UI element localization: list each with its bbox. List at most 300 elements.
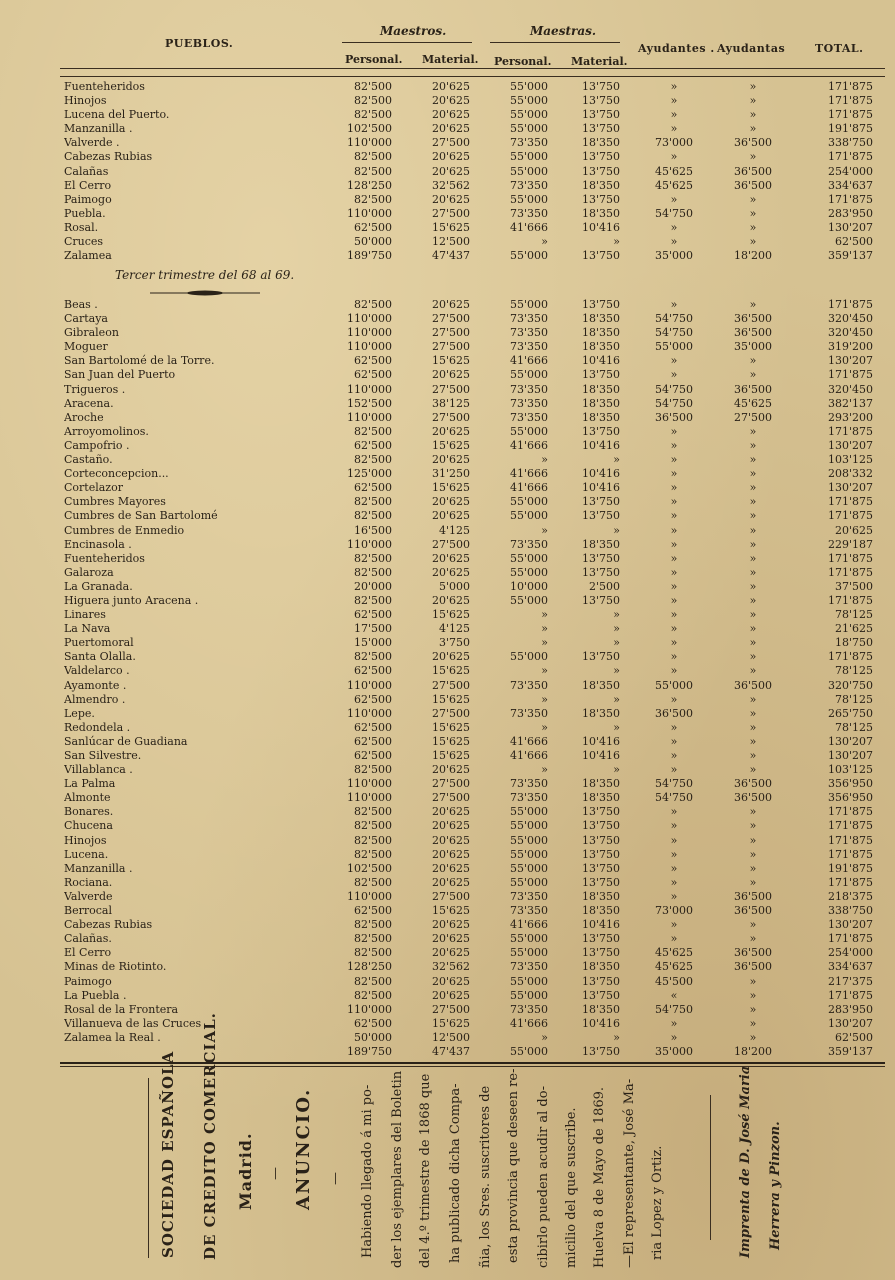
maestros-personal-cell: 110'000 [346,889,392,903]
maestros-personal-cell: 82'500 [353,847,392,861]
maestras-personal-cell: 73'350 [509,1002,548,1016]
town-name-cell: Hinojos [64,94,107,108]
maestras-material-cell: 18'350 [581,706,620,720]
maestras-personal-cell: 73'350 [509,178,548,192]
ayudantas-cell: 36'500 [733,960,773,974]
maestras-personal-cell: » [541,235,548,249]
maestras-personal-cell: 55'000 [509,108,548,122]
maestros-rule [342,42,472,43]
ayudantas-cell: » [749,122,757,136]
maestros-personal-cell: 62'500 [353,608,392,622]
town-name-cell: Redondela . [64,720,131,734]
maestras-personal-cell: 41'666 [509,749,548,762]
ayudantes-cell: 54'750 [654,312,694,326]
ayudantas-cell: 36'500 [733,312,773,326]
maestros-personal-cell: 110'000 [346,410,392,424]
total-cell: 62'500 [834,1030,873,1044]
maestras-personal-cell: » [541,692,548,706]
ayudantas-cell: » [749,220,757,234]
maestros-material-cell: 20'625 [431,847,470,861]
table-row [64,749,879,763]
announcement-dash-2: — [328,1172,343,1185]
maestras-personal-cell: 55'000 [509,565,548,579]
maestros-personal-cell: 152'500 [346,396,392,410]
maestras-personal-cell: 55'000 [509,861,548,875]
maestras-personal-cell: 73'350 [509,312,548,326]
maestras-personal-cell: 73'350 [509,410,548,424]
maestras-material-cell: 18'350 [581,206,620,220]
table-row [64,481,879,495]
ayudantes-cell: 54'750 [654,777,694,791]
town-name-cell: Arroyomolinos. [64,424,149,438]
ayudantas-cell: 36'500 [733,904,773,918]
ayudantes-cell: » [670,593,678,607]
table-row [64,207,879,221]
ayudantes-cell: 55'000 [654,340,694,354]
table-row [64,862,879,876]
maestros-personal-cell: 110'000 [346,136,392,150]
ayudantas-cell: » [749,523,757,537]
table-row [64,819,879,833]
total-cell: 171'875 [827,932,873,946]
ayudantas-cell: » [749,298,757,311]
announcement-dash-1: — [268,1167,283,1180]
maestras-personal-cell: 55'000 [509,150,548,164]
table-row [64,664,879,678]
table-row [64,221,879,235]
maestros-personal-cell: 82'500 [353,495,392,509]
ayudantes-cell: » [670,235,678,249]
maestros-personal-cell: 82'500 [353,650,392,664]
table-row [64,298,879,312]
ayudantas-cell: » [749,565,757,579]
total-cell: 191'875 [827,122,873,136]
table-row [64,1031,879,1045]
maestras-personal-cell: 55'000 [509,875,548,889]
town-name-cell: Encinasola . [64,537,132,551]
town-name-cell: Valverde . [64,136,120,150]
table-row [64,411,879,425]
announcement-line-6: esta provincia que deseen re- [506,1068,521,1263]
table-row [64,425,879,439]
ayudantas-cell: » [749,622,757,636]
maestras-material-cell: » [613,622,620,636]
ayudantas-cell: » [749,1002,757,1016]
header-pueblos: PUEBLOS. [165,37,234,50]
ornament-divider [150,290,260,296]
announcement-line-7: cibirlo pueden acudir al do- [536,1086,551,1268]
maestros-material-cell: 20'625 [431,875,470,889]
total-cell: 103'125 [827,453,873,467]
ayudantes-cell: » [670,220,678,234]
table-row [64,960,879,974]
maestras-material-cell: 13'750 [581,861,620,875]
table-row [64,453,879,467]
ayudantes-cell: 73'000 [654,904,694,918]
announcement-line-10: —El representante, José Ma- [622,1078,637,1268]
total-cell: 171'875 [827,80,873,93]
maestros-material-cell: 15'625 [431,608,470,622]
maestros-personal-cell: 110'000 [346,1002,392,1016]
maestros-material-cell: 20'625 [431,495,470,509]
table-row [64,397,879,411]
total-cell: 254'000 [827,946,873,960]
ayudantas-cell: » [749,749,757,762]
maestras-personal-cell: 41'666 [509,918,548,932]
total-cell: 171'875 [827,551,873,565]
ayudantas-cell: 36'500 [733,136,773,150]
ayudantes-cell: » [670,192,678,206]
ayudantes-cell: » [670,861,678,875]
total-cell: 21'625 [834,622,873,636]
ayudantas-cell: 18'200 [733,1044,773,1058]
maestros-material-cell: 20'625 [431,593,470,607]
ayudantes-cell: » [670,481,678,495]
table-bottom-rule [60,1062,885,1064]
town-name-cell: Hinojos [64,833,107,847]
town-name-cell: Gibraleon [64,326,119,340]
ayudantes-cell: » [670,833,678,847]
maestras-personal-cell: 73'350 [509,326,548,340]
total-cell: 265'750 [827,706,873,720]
town-name-cell: Manzanilla . [64,122,133,136]
total-cell: 171'875 [827,847,873,861]
announcement-line-5: ñia, los Sres. suscritores de [478,1085,493,1268]
maestras-personal-cell: 55'000 [509,974,548,988]
table-row [64,150,879,164]
ayudantes-cell: 35'000 [654,249,694,263]
maestras-personal-cell: 55'000 [509,298,548,311]
announcement-right-rule [710,1095,711,1240]
maestros-personal-cell: 110'000 [346,340,392,354]
maestros-personal-cell: 102'500 [346,122,392,136]
maestros-personal-cell: 82'500 [353,192,392,206]
maestras-material-cell: 13'750 [581,805,620,819]
ayudantas-cell: » [749,424,757,438]
maestras-personal-cell: 73'350 [509,396,548,410]
table-row [64,707,879,721]
town-name-cell: La Palma [64,777,116,791]
maestros-material-cell: 15'625 [431,664,470,678]
maestras-personal-cell: 41'666 [509,467,548,481]
total-cell: 171'875 [827,593,873,607]
maestras-personal-cell: » [541,664,548,678]
table-row [64,946,879,960]
table-row [64,495,879,509]
maestros-material-cell: 27'500 [431,206,470,220]
maestras-material-cell: 13'750 [581,988,620,1002]
maestros-personal-cell: 62'500 [353,734,392,748]
table-row [64,693,879,707]
town-name-cell: La Nava [64,622,111,636]
maestras-personal-cell: 55'000 [509,509,548,523]
maestras-material-cell: 13'750 [581,298,620,311]
ayudantas-cell: » [749,805,757,819]
ayudantas-cell: 36'500 [733,889,773,903]
maestras-material-cell: 13'750 [581,192,620,206]
ayudantas-cell: » [749,974,757,988]
table-row [64,904,879,918]
maestros-material-cell: 27'500 [431,889,470,903]
maestras-personal-cell: 55'000 [509,551,548,565]
maestros-material-cell: 20'625 [431,918,470,932]
total-cell: 283'950 [827,1002,873,1016]
maestras-material-cell: 13'750 [581,164,620,178]
maestras-personal-cell: 55'000 [509,847,548,861]
maestras-material-cell: 13'750 [581,108,620,122]
maestros-personal-cell: 110'000 [346,678,392,692]
ayudantes-cell: 45'625 [654,946,694,960]
maestras-material-cell: 18'350 [581,960,620,974]
ayudantas-cell: » [749,467,757,481]
maestras-material-cell: 18'350 [581,904,620,918]
ayudantes-cell: » [670,108,678,122]
town-name-cell: Cumbres de Enmedio [64,523,185,537]
town-name-cell: El Cerro [64,178,112,192]
maestras-material-cell: 10'416 [581,467,620,481]
town-name-cell: Castaño. [64,453,113,467]
total-cell: 130'207 [827,438,873,452]
table-row [64,636,879,650]
maestras-personal-cell: 41'666 [509,481,548,495]
ayudantas-cell: 45'625 [733,396,773,410]
maestras-material-cell: 18'350 [581,777,620,791]
total-cell: 217'375 [827,974,873,988]
ayudantes-cell: » [670,495,678,509]
printer-line-2: Herrera y Pinzon. [768,1121,783,1250]
ayudantas-cell: » [749,833,757,847]
maestras-material-cell: 18'350 [581,537,620,551]
maestras-personal-cell: 55'000 [509,94,548,108]
ayudantas-cell: » [749,692,757,706]
maestros-personal-cell: 82'500 [353,918,392,932]
header-personal-maestros: Personal. [345,53,403,66]
ayudantes-cell: 45'625 [654,960,694,974]
ayudantas-cell: » [749,206,757,220]
maestros-material-cell: 20'625 [431,833,470,847]
table-row [64,439,879,453]
total-cell: 171'875 [827,94,873,108]
maestros-material-cell: 5'000 [438,579,470,593]
table-row [64,249,879,263]
ayudantes-cell: » [670,720,678,734]
maestros-personal-cell: 82'500 [353,593,392,607]
maestras-material-cell: » [613,692,620,706]
maestras-material-cell: 10'416 [581,918,620,932]
table-row [64,326,879,340]
maestros-personal-cell: 82'500 [353,298,392,311]
ayudantas-cell: » [749,636,757,650]
ayudantas-cell: 36'500 [733,777,773,791]
total-cell: 338'750 [827,904,873,918]
town-name-cell: San Bartolomé de la Torre. [64,354,215,368]
maestras-personal-cell: 55'000 [509,593,548,607]
maestros-personal-cell: 189'750 [346,1044,392,1058]
maestras-personal-cell: 55'000 [509,819,548,833]
table-row [64,467,879,481]
announcement-line-2: der los ejemplares del Boletin [390,1070,405,1268]
maestras-personal-cell: 10'000 [509,579,548,593]
maestras-personal-cell: 73'350 [509,777,548,791]
maestras-material-cell: 13'750 [581,495,620,509]
maestras-material-cell: 13'750 [581,94,620,108]
maestras-material-cell: » [613,523,620,537]
maestros-material-cell: 15'625 [431,1016,470,1030]
table-row [64,580,879,594]
total-cell: 171'875 [827,833,873,847]
maestros-personal-cell: 82'500 [353,94,392,108]
ayudantas-cell: » [749,1016,757,1030]
maestros-personal-cell: 62'500 [353,438,392,452]
ayudantas-cell: 36'500 [733,178,773,192]
maestros-material-cell: 20'625 [431,509,470,523]
ayudantas-cell: » [749,537,757,551]
maestros-personal-cell: 82'500 [353,509,392,523]
town-name-cell: Lepe. [64,706,95,720]
town-name-cell: Fuenteheridos [64,551,145,565]
ayudantes-cell: » [670,932,678,946]
table-row [64,383,879,397]
maestros-personal-cell: 82'500 [353,988,392,1002]
ayudantes-cell: 54'750 [654,396,694,410]
town-name-cell: Cumbres de San Bartolomé [64,509,218,523]
maestros-personal-cell: 110'000 [346,777,392,791]
ayudantes-cell: » [670,805,678,819]
maestros-material-cell: 27'500 [431,340,470,354]
maestros-material-cell: 27'500 [431,1002,470,1016]
total-cell: 130'207 [827,220,873,234]
maestros-material-cell: 32'562 [431,178,470,192]
total-cell: 130'207 [827,749,873,762]
ayudantes-cell: » [670,692,678,706]
town-name-cell: Villanueva de las Cruces [64,1016,202,1030]
ayudantas-cell: 18'200 [733,249,773,263]
maestras-personal-cell: 55'000 [509,946,548,960]
maestras-material-cell: 18'350 [581,396,620,410]
total-cell: 171'875 [827,988,873,1002]
ayudantes-cell: 45'625 [654,164,694,178]
town-name-cell: Paimogo [64,192,112,206]
maestras-material-cell: 13'750 [581,249,620,263]
maestros-material-cell: 47'437 [431,249,470,263]
ayudantes-cell: » [670,875,678,889]
town-name-cell: Corteconcepcion... [64,467,169,481]
header-maestros: Maestros. [380,24,447,38]
maestras-personal-cell: 73'350 [509,706,548,720]
maestras-personal-cell: 55'000 [509,164,548,178]
ayudantas-cell: » [749,861,757,875]
ayudantas-cell: 36'500 [733,164,773,178]
ayudantes-cell: » [670,80,678,93]
ayudantes-cell: » [670,509,678,523]
maestros-personal-cell: 110'000 [346,791,392,805]
town-name-cell: El Cerro [64,946,112,960]
total-cell: 78'125 [834,692,873,706]
town-name-cell: Cruces [64,235,104,249]
town-name-cell: Moguer [64,340,108,354]
maestras-material-cell: 13'750 [581,946,620,960]
total-cell: 130'207 [827,354,873,368]
maestros-material-cell: 20'625 [431,988,470,1002]
maestros-personal-cell: 82'500 [353,108,392,122]
maestras-material-cell: 10'416 [581,734,620,748]
town-name-cell: Manzanilla . [64,861,133,875]
maestros-personal-cell: 125'000 [346,467,392,481]
maestros-personal-cell: 82'500 [353,875,392,889]
maestros-personal-cell: 102'500 [346,861,392,875]
total-cell: 229'187 [827,537,873,551]
maestras-personal-cell: 73'350 [509,904,548,918]
table-row [64,890,879,904]
ayudantas-cell: 27'500 [733,410,773,424]
maestras-personal-cell: 73'350 [509,136,548,150]
maestras-material-cell: 10'416 [581,438,620,452]
maestras-personal-cell: » [541,453,548,467]
total-cell: 218'375 [827,889,873,903]
maestros-material-cell: 20'625 [431,453,470,467]
maestras-personal-cell: 55'000 [509,495,548,509]
table-row [64,524,879,538]
maestros-personal-cell: 110'000 [346,206,392,220]
maestras-material-cell: 13'750 [581,819,620,833]
town-name-cell: Trigueros . [64,382,126,396]
town-name-cell: Rosal. [64,220,99,234]
maestros-material-cell: 38'125 [431,396,470,410]
maestras-personal-cell: 55'000 [509,988,548,1002]
total-cell: 171'875 [827,298,873,311]
section-subtitle: Tercer trimestre del 68 al 69. [115,268,295,282]
maestros-material-cell: 12'500 [431,235,470,249]
town-name-cell: La Granada. [64,579,133,593]
maestros-personal-cell: 62'500 [353,354,392,368]
maestras-personal-cell: 41'666 [509,220,548,234]
town-name-cell: Sanlúcar de Guadiana [64,734,188,748]
announcement-company-1: SOCIEDAD ESPAÑOLA [159,1050,177,1258]
town-name-cell: Rociana. [64,875,113,889]
ayudantes-cell: » [670,551,678,565]
town-name-cell: Valdelarco . [64,664,130,678]
maestros-personal-cell: 82'500 [353,424,392,438]
maestros-personal-cell: 62'500 [353,720,392,734]
table-row [64,80,879,94]
maestras-personal-cell: 55'000 [509,80,548,93]
ayudantes-cell: 36'500 [654,706,694,720]
maestros-personal-cell: 82'500 [353,80,392,93]
maestras-material-cell: 10'416 [581,1016,620,1030]
ayudantes-cell: » [670,94,678,108]
ayudantas-cell: » [749,918,757,932]
total-cell: 130'207 [827,734,873,748]
maestras-personal-cell: 73'350 [509,382,548,396]
ayudantas-cell: » [749,481,757,495]
maestros-material-cell: 20'625 [431,298,470,311]
maestros-personal-cell: 15'000 [353,636,392,650]
table-row [64,650,879,664]
maestras-material-cell: 18'350 [581,410,620,424]
maestros-personal-cell: 82'500 [353,164,392,178]
maestras-personal-cell: » [541,636,548,650]
total-cell: 130'207 [827,918,873,932]
maestros-material-cell: 20'625 [431,164,470,178]
maestras-material-cell: 18'350 [581,678,620,692]
ayudantas-cell: 36'500 [733,678,773,692]
section2-table [64,298,879,1059]
maestras-personal-cell: » [541,1030,548,1044]
ayudantas-cell: » [749,932,757,946]
total-cell: 320'450 [827,312,873,326]
maestras-personal-cell: 41'666 [509,354,548,368]
ayudantas-cell: » [749,453,757,467]
